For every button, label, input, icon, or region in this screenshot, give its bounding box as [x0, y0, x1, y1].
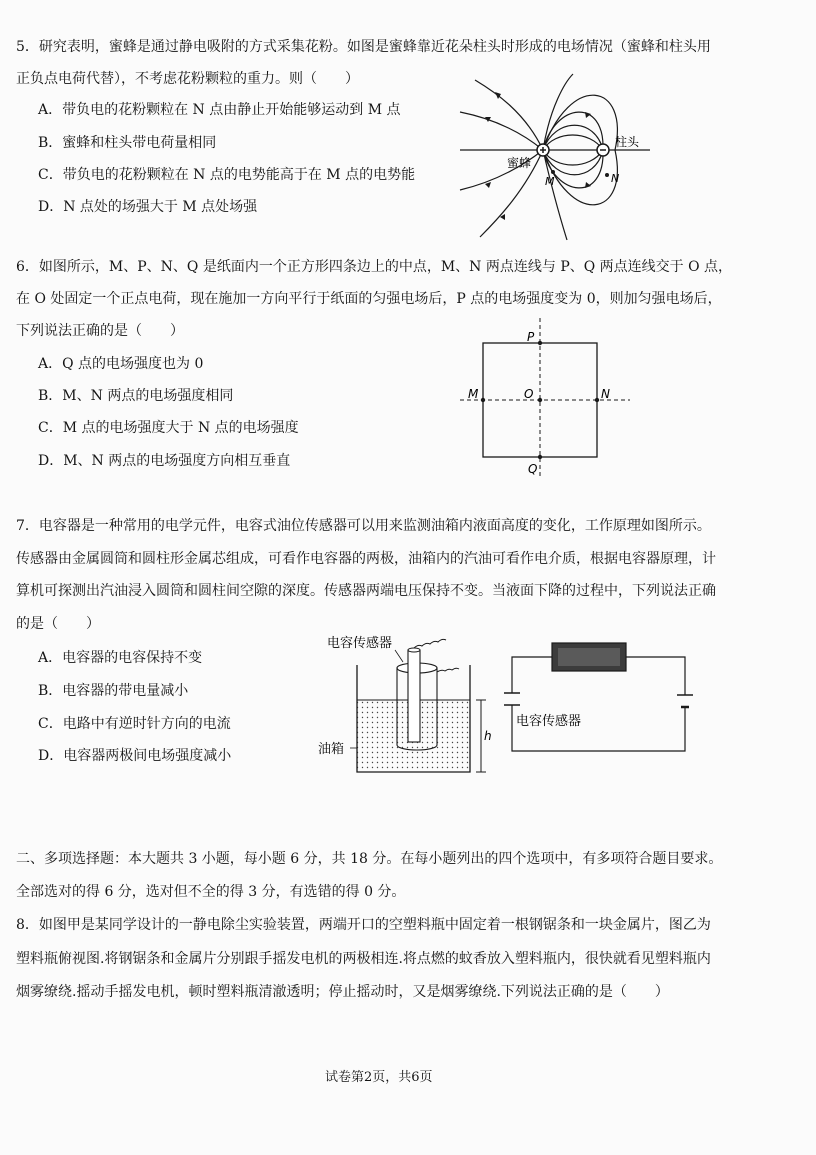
q7-tank-label: 油箱 — [318, 742, 345, 757]
q7-option-b: B．电容器的带电量减小 — [38, 683, 189, 699]
q5-point-n-label: N — [611, 172, 620, 185]
q5-bee-label: 蜜蜂 — [507, 156, 532, 170]
q8-stem-line3: 烟雾缭绕.摇动手摇发电机，顿时塑料瓶清澈透明；停止摇动时，又是烟雾缭绕.下列说法正确的是（ ） — [16, 984, 669, 1000]
q5-option-b: B．蜜蜂和柱头带电荷量相同 — [38, 135, 217, 151]
q6-option-a: A．Q 点的电场强度也为 0 — [38, 356, 204, 372]
q7-height-label: h — [484, 729, 492, 743]
q6-option-b: B．M、N 两点的电场强度相同 — [38, 388, 234, 404]
q5-option-d: D．N 点处的场强大于 M 点处场强 — [38, 199, 258, 215]
q7-circuit-sensor-label: 电容传感器 — [516, 714, 582, 729]
q6-square-figure — [455, 315, 635, 480]
q7-option-d: D．电容器两极间电场强度减小 — [38, 748, 232, 764]
q6-stem-line1: 6．如图所示，M、P、N、Q 是纸面内一个正方形四条边上的中点，M、N 两点连线与 P、Q 两点连线交于 O 点， — [16, 259, 733, 275]
q5-point-m-label: M — [545, 175, 555, 188]
q6-point-m-label: M — [468, 387, 479, 401]
q5-option-c: C．带负电的花粉颗粒在 N 点的电势能高于在 M 点的电势能 — [38, 167, 416, 183]
q6-option-c: C．M 点的电场强度大于 N 点的电场强度 — [38, 420, 299, 436]
section2-instructions-line2: 全部选对的得 6 分，选对但不全的得 3 分，有选错的得 0 分。 — [16, 884, 406, 900]
q7-stem-line1: 7．电容器是一种常用的电学元件，电容式油位传感器可以用来监测油箱内液面高度的变化，工作原理如图所示。 — [16, 518, 711, 534]
q8-stem-line2: 塑料瓶俯视图.将钢锯条和金属片分别跟手摇发电机的两极相连.将点燃的蚊香放入塑料瓶内，很快就看见塑料瓶内 — [16, 951, 711, 967]
q7-stem-line4: 的是（ ） — [16, 616, 100, 632]
q5-stigma-label: 柱头 — [615, 135, 640, 149]
q7-stem-line2: 传感器由金属圆筒和圆柱形金属芯组成，可看作电容器的两极，油箱内的汽油可看作电介质，根据电容器原理，计 — [16, 551, 716, 567]
q7-option-a: A．电容器的电容保持不变 — [38, 650, 203, 666]
q6-point-o-label: O — [524, 387, 534, 401]
q6-stem-line3: 下列说法正确的是（ ） — [16, 323, 184, 339]
page-footer: 试卷第2页，共6页 — [325, 1070, 433, 1085]
q5-option-a: A．带负电的花粉颗粒在 N 点由静止开始能够运动到 M 点 — [38, 102, 401, 118]
q7-option-c: C．电路中有逆时针方向的电流 — [38, 716, 231, 732]
q7-sensor-label: 电容传感器 — [327, 636, 393, 651]
q6-point-q-label: Q — [528, 462, 538, 476]
q6-stem-line2: 在 O 处固定一个正点电荷，现在施加一方向平行于纸面的匀强电场后，P 点的电场强度变为 0，则加匀强电场后， — [16, 291, 722, 307]
q7-oil-tank-figure — [315, 620, 500, 780]
q6-point-p-label: P — [527, 330, 535, 344]
q6-option-d: D．M、N 两点的电场强度方向相互垂直 — [38, 453, 291, 469]
q8-stem-line1: 8．如图甲是某同学设计的一静电除尘实验装置，两端开口的空塑料瓶中固定着一根钢锯条和一块金属片，图乙为 — [16, 917, 711, 933]
q7-circuit-figure — [500, 635, 695, 755]
q7-stem-line3: 算机可探测出汽油浸入圆筒和圆柱间空隙的深度。传感器两端电压保持不变。当液面下降的过程中，下列说法正确 — [16, 583, 716, 599]
q5-stem-line1: 5．研究表明，蜜蜂是通过静电吸附的方式采集花粉。如图是蜜蜂靠近花朵柱头时形成的电场情况（蜜蜂和柱头用 — [16, 39, 711, 55]
q5-stem-line2: 正负点电荷代替），不考虑花粉颗粒的重力。则（ ） — [16, 71, 359, 87]
section2-instructions-line1: 二、多项选择题：本大题共 3 小题，每小题 6 分，共 18 分。在每小题列出的四个选项中，有多项符合题目要求。 — [16, 851, 723, 867]
q6-point-n-label: N — [601, 387, 610, 401]
q5-electric-field-figure — [455, 72, 655, 242]
